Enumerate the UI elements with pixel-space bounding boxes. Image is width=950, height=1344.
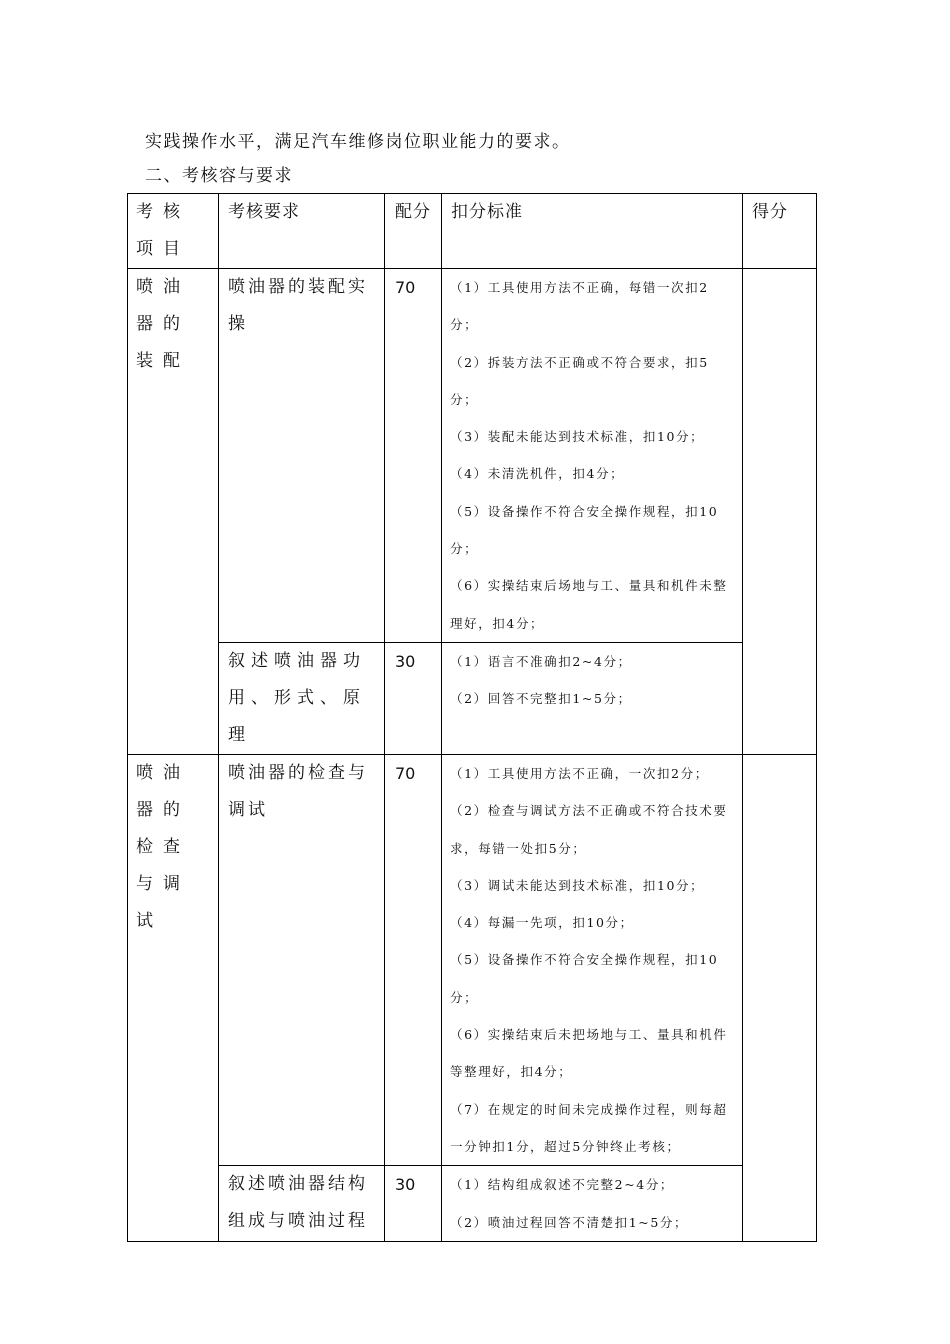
criteria-item: （6）实操结束后场地与工、量具和机件未整理好，扣4分； [450, 578, 728, 631]
header-criteria: 扣分标准 [451, 202, 523, 222]
criteria-item: （2）拆装方法不正确或不符合要求，扣5分； [450, 354, 709, 407]
header-item: 考核项目 [136, 202, 190, 259]
criteria-list [442, 643, 742, 718]
score-value: 30 [395, 651, 416, 671]
table-row [128, 269, 817, 643]
requirement-cell [219, 269, 385, 643]
score-value: 70 [395, 278, 416, 297]
criteria-list [442, 269, 742, 642]
requirement-label: 喷油器的检查与调试 [228, 762, 368, 820]
table-row [128, 1166, 817, 1242]
table-row [128, 754, 817, 1165]
criteria-item: （3）调试未能达到技术标准，扣10分； [450, 877, 705, 893]
criteria-item: （2）喷油过程回答不清楚扣1~5分； [450, 1214, 689, 1230]
criteria-item: （4）未清洗机件，扣4分； [450, 466, 625, 482]
header-criteria-cell [442, 194, 743, 269]
obtained-score-cell [743, 269, 817, 755]
header-obtained-cell [743, 194, 817, 269]
header-score-cell [385, 194, 442, 269]
criteria-item: （1）工具使用方法不正确，一次扣2分； [450, 765, 709, 781]
score-cell [385, 269, 442, 643]
header-requirement-cell [219, 194, 385, 269]
score-cell [385, 642, 442, 754]
criteria-item: （1）语言不准确扣2~4分； [450, 653, 632, 669]
item-label: 喷油器的检查与调试 [136, 762, 190, 931]
requirement-label: 喷油器的装配实操 [228, 277, 368, 334]
criteria-item: （6）实操结束后未把场地与工、量具和机件等整理好，扣4分； [450, 1027, 728, 1080]
assessment-table [127, 193, 817, 1242]
header-item-cell [128, 194, 219, 269]
criteria-cell [442, 269, 743, 643]
header-score: 配分 [395, 202, 431, 222]
score-value: 30 [395, 1175, 416, 1195]
item-label: 喷油器的装配 [136, 277, 190, 371]
table-header-row [128, 194, 817, 269]
criteria-list [442, 1166, 742, 1241]
table-row [128, 642, 817, 754]
criteria-list [442, 755, 742, 1165]
requirement-cell [219, 642, 385, 754]
score-cell [385, 1166, 442, 1242]
intro-line-1: 实践操作水平，满足汽车维修岗位职业能力的要求。 [145, 132, 571, 152]
requirement-label: 叙述喷油器功用、形式、原理 [228, 650, 366, 745]
score-value: 70 [395, 763, 416, 783]
criteria-cell [442, 754, 743, 1165]
criteria-item: （5）设备操作不符合安全操作规程，扣10分； [450, 503, 719, 557]
criteria-item: （2）检查与调试方法不正确或不符合技术要求，每错一处扣5分； [450, 803, 728, 856]
score-cell [385, 754, 442, 1165]
item-cell [128, 269, 219, 755]
criteria-item: （1）工具使用方法不正确，每错一次扣2分； [450, 280, 709, 333]
criteria-cell [442, 642, 743, 754]
criteria-item: （3）装配未能达到技术标准，扣10分； [450, 429, 705, 445]
criteria-item: （4）每漏一先项，扣10分； [450, 915, 634, 931]
header-requirement: 考核要求 [228, 202, 300, 222]
criteria-item: （5）设备操作不符合安全操作规程，扣10分； [450, 952, 719, 1005]
criteria-item: （2）回答不完整扣1~5分； [450, 691, 632, 707]
obtained-score-cell [743, 754, 817, 1241]
requirement-label: 叙述喷油器结构组成与喷油过程 [228, 1174, 368, 1232]
requirement-cell [219, 1166, 385, 1242]
criteria-item: （1）结构组成叙述不完整2~4分； [450, 1177, 675, 1193]
criteria-cell [442, 1166, 743, 1242]
requirement-cell [219, 754, 385, 1165]
header-obtained: 得分 [752, 202, 788, 222]
criteria-item: （7）在规定的时间未完成操作过程，则每超一分钟扣1分，超过5分钟终止考核； [450, 1101, 728, 1154]
section-heading: 二、考核容与要求 [145, 166, 293, 186]
item-cell [128, 754, 219, 1241]
